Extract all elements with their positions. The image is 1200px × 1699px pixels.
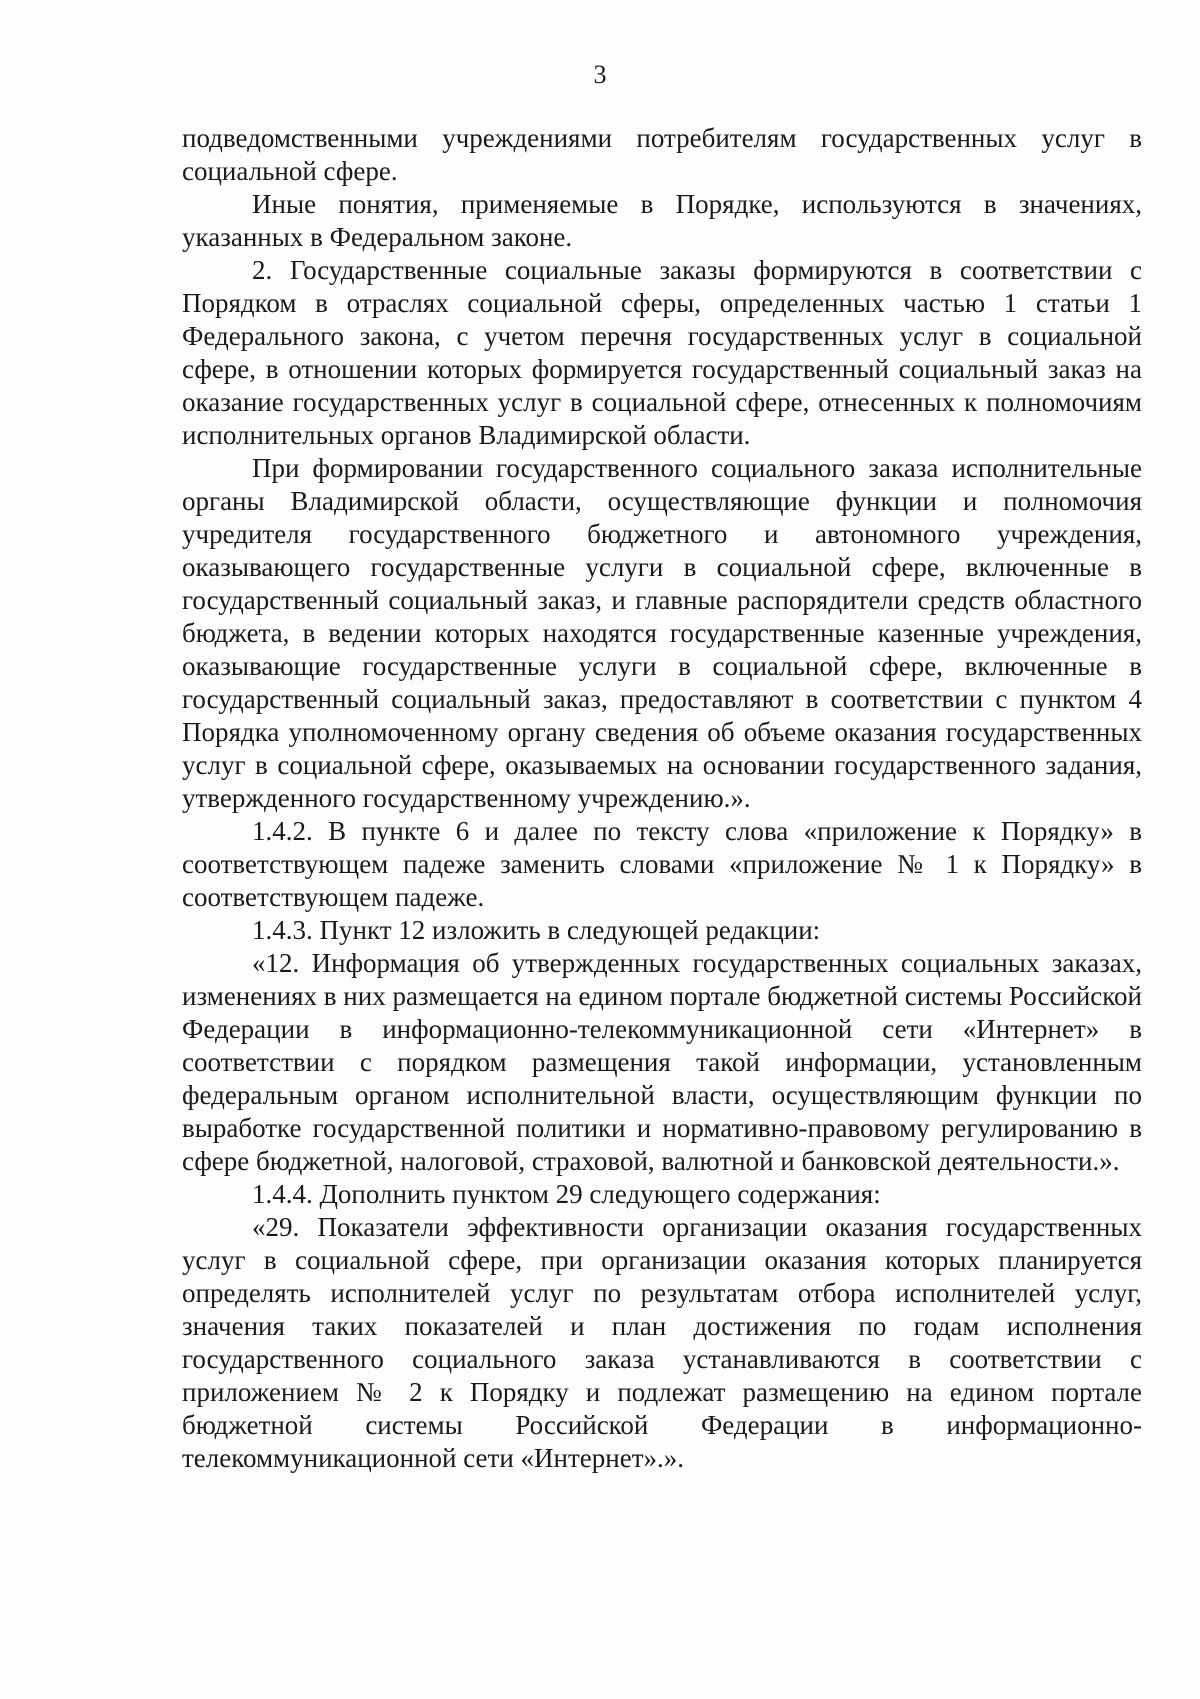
paragraph-9: «29. Показатели эффективности организации оказания государственных услуг в социальной сфере, при организации оказания которых планируется определять исполнителей услуг по результатам отбора исполнителей услуг, значения таких показателей и план достижения по годам исполнения государственного социального заказа устанавливаются в соответствии с приложением № 2 к Порядку и подлежат размещению на едином портале бюджетной системы Российской Федерации в информационно-телекоммуникационной сети «Интернет».». <box>182 1212 1142 1473</box>
paragraph-8: 1.4.4. Дополнить пунктом 29 следующего содержания: <box>252 1179 881 1209</box>
document-body <box>182 122 1142 1475</box>
paragraph-4: При формировании государственного социального заказа исполнительные органы Владимирской области, осуществляющие функции и полномочия учредителя государственного бюджетного и автономного учреждения, оказывающего государственные услуги в социальной сфере, включенные в государственный социальный заказ, и главные распорядители средств областного бюджета, в ведении которых находятся государственные казенные учреждения, оказывающие государственные услуги в социальной сфере, включенные в государственный социальный заказ, предоставляют в соответствии с пунктом 4 Порядка уполномоченному органу сведения об объеме оказания государственных услуг в социальной сфере, оказываемых на основании государственного задания, утвержденного государственному учреждению.». <box>182 453 1142 813</box>
paragraph-5: 1.4.2. В пункте 6 и далее по тексту слова «приложение к Порядку» в соответствующем падеже заменить словами «приложение № 1 к Порядку» в соответствующем падеже. <box>182 816 1142 912</box>
paragraph-2: Иные понятия, применяемые в Порядке, используются в значениях, указанных в Федеральном законе. <box>182 189 1142 252</box>
page-number: 3 <box>593 60 607 89</box>
paragraph-1: подведомственными учреждениями потребителям государственных услуг в социальной сфере. <box>182 123 1142 186</box>
paragraph-7: «12. Информация об утвержденных государственных социальных заказах, изменениях в них размещается на едином портале бюджетной системы Российской Федерации в информационно-телекоммуникационной сети «Интернет» в соответствии с порядком размещения такой информации, установленным федеральным органом исполнительной власти, осуществляющим функции по выработке государственной политики и нормативно-правовому регулированию в сфере бюджетной, налоговой, страховой, валютной и банковской деятельности.». <box>182 948 1142 1176</box>
paragraph-3: 2. Государственные социальные заказы формируются в соответствии с Порядком в отраслях социальной сферы, определенных частью 1 статьи 1 Федерального закона, с учетом перечня государственных услуг в социальной сфере, в отношении которых формируется государственный социальный заказ на оказание государственных услуг в социальной сфере, отнесенных к полномочиям исполнительных органов Владимирской области. <box>182 255 1142 450</box>
paragraph-6: 1.4.3. Пункт 12 изложить в следующей редакции: <box>252 915 821 945</box>
